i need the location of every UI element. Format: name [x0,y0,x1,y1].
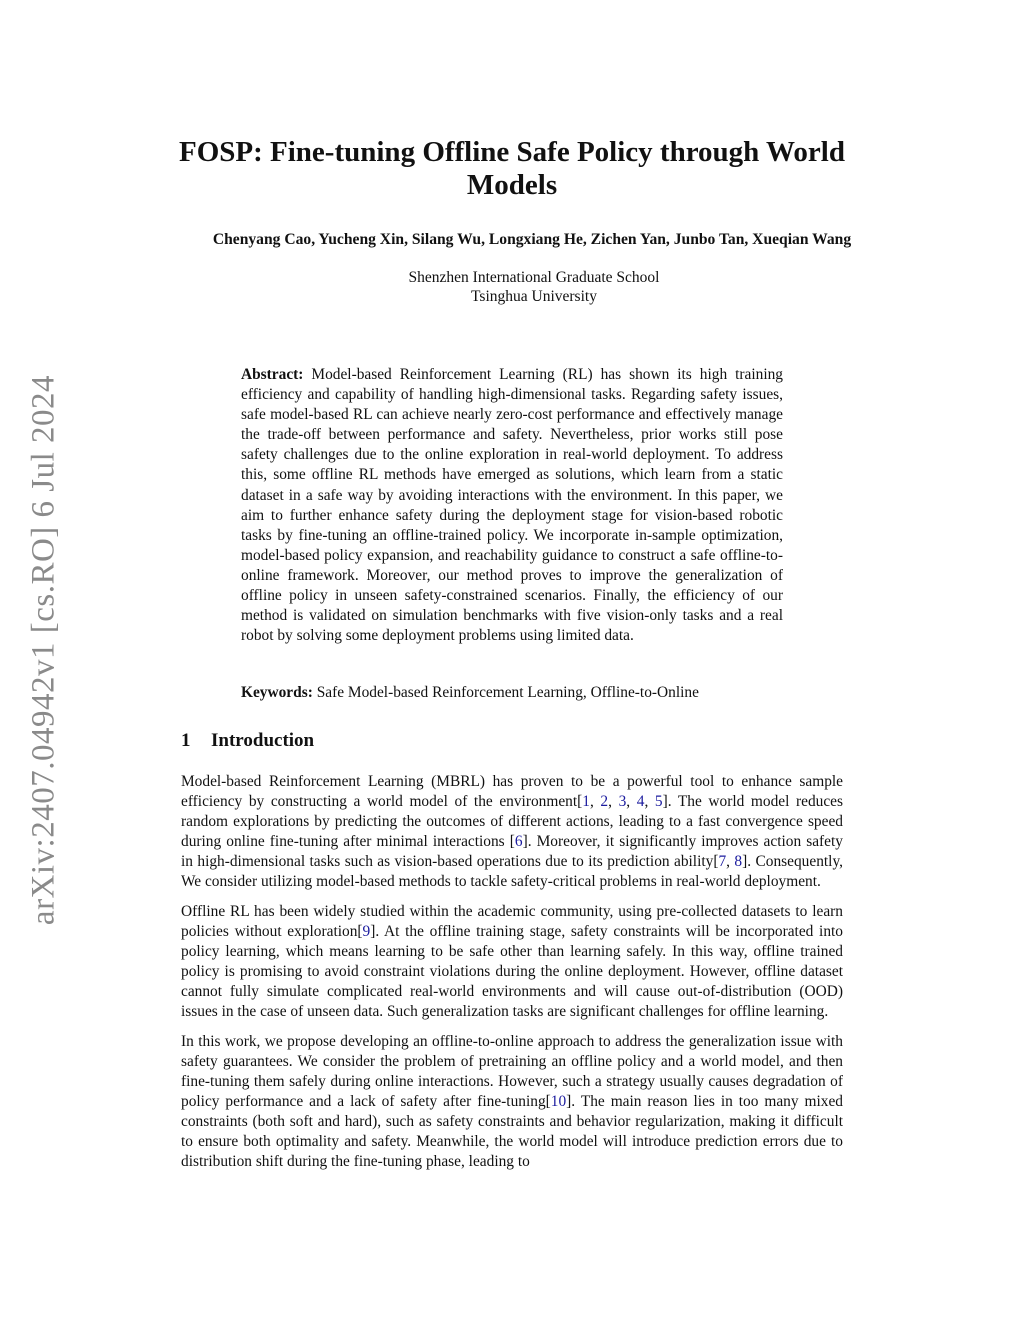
paper-title: FOSP: Fine-tuning Offline Safe Policy through World Models [179,136,845,201]
citation-link[interactable]: 6 [514,833,523,850]
paragraph: Model-based Reinforcement Learning (MBRL) has proven to be a powerful tool to enhance sample efficiency by constructing a world model of the environment[1, 2, 3, 4, 5]. The world model reduces random explorations by predicting the outcomes of different actions, leading to a fast convergence speed during online fine-tuning after minimal interactions [6]. Moreover, it significantly improves action safety in high-dimensional tasks such as vision-based operations due to its prediction ability[7, 8]. Consequently, We consider utilizing model-based methods to tackle safety-critical problems in real-world deployment. [181,773,843,890]
citation-link[interactable]: 2 [600,793,609,810]
citation-link[interactable]: 8 [734,853,743,870]
paragraph: In this work, we propose developing an offline-to-online approach to address the generalization issue with safety guarantees. We consider the problem of pretraining an offline policy and a world model, and then fine-tuning them safely during online interactions. However, such a strategy usually causes degradation of policy performance and a lack of safety after fine-tuning[10]. The main reason lies in too many mixed constraints (both soft and hard), such as safety constraints and behavior regularization, making it difficult to ensure both optimality and safety. Meanwhile, the world model will introduce prediction errors due to distribution shift during the fine-tuning phase, leading to [181,1033,843,1170]
keywords-text: Safe Model-based Reinforcement Learning, Offline-to-Online [316,684,699,701]
citation-link[interactable]: 3 [618,793,627,810]
citation-link[interactable]: 9 [362,923,371,940]
citation-link[interactable]: 7 [718,853,727,870]
introduction-body [181,772,843,1182]
abstract-label: Abstract: [241,366,304,383]
section-number: 1 [181,730,191,751]
author-list: Chenyang Cao, Yucheng Xin, Silang Wu, Longxiang He, Zichen Yan, Junbo Tan, Xueqian Wang [212,231,852,248]
citation-link[interactable]: 4 [636,793,645,810]
citation-link[interactable]: 1 [582,793,590,810]
abstract-text: Model-based Reinforcement Learning (RL) has shown its high training efficiency and capability of handling high-dimensional tasks. Regarding safety issues, safe model-based RL can achieve nearly zero-cost performance and effectively manage the trade-off between performance and safety. Nevertheless, prior works still pose safety challenges due to the online exploration in real-world deployment. To address this, some offline RL methods have emerged as solutions, which learn from a static dataset in a safe way by avoiding interactions with the environment. In this paper, we aim to further enhance safety during the deployment stage for vision-based robotic tasks by fine-tuning an offline-trained policy. We incorporate in-sample optimization, model-based policy expansion, and reachability guidance to construct a safe offline-to-online framework. Moreover, our method proves to improve the generalization of offline policy in unseen safety-constrained scenarios. Finally, the efficiency of our method is validated on simulation benchmarks with five vision-only tasks and a real robot by solving some deployment problems using limited data. [241,366,783,645]
arxiv-identifier: arXiv:2407.04942v1 [cs.RO] 6 Jul 2024 [25,374,62,926]
arxiv-side-stamp [20,374,68,926]
keywords [241,683,783,703]
section-heading-introduction [181,729,314,753]
affiliation-line: Tsinghua University [471,288,597,305]
affiliation [280,268,788,306]
citation-link[interactable]: 10 [550,1093,567,1110]
affiliation-line: Shenzhen International Graduate School [408,269,660,286]
abstract [241,365,783,646]
paragraph: Offline RL has been widely studied within the academic community, using pre-collected datasets to learn policies without exploration[9]. At the offline training stage, safety constraints will be incorporated into policy learning, which means learning to be safe other than learning safely. In this way, offline trained policy is promising to avoid constraint violations during the online deployment. However, offline dataset cannot fully simulate complicated real-world environments and will cause out-of-distribution (OOD) issues in the case of unseen data. Such generalization tasks are significant challenges for offline learning. [181,903,844,1020]
keywords-label: Keywords: [241,684,313,701]
section-title: Introduction [211,730,315,751]
citation-link[interactable]: 5 [654,793,663,810]
